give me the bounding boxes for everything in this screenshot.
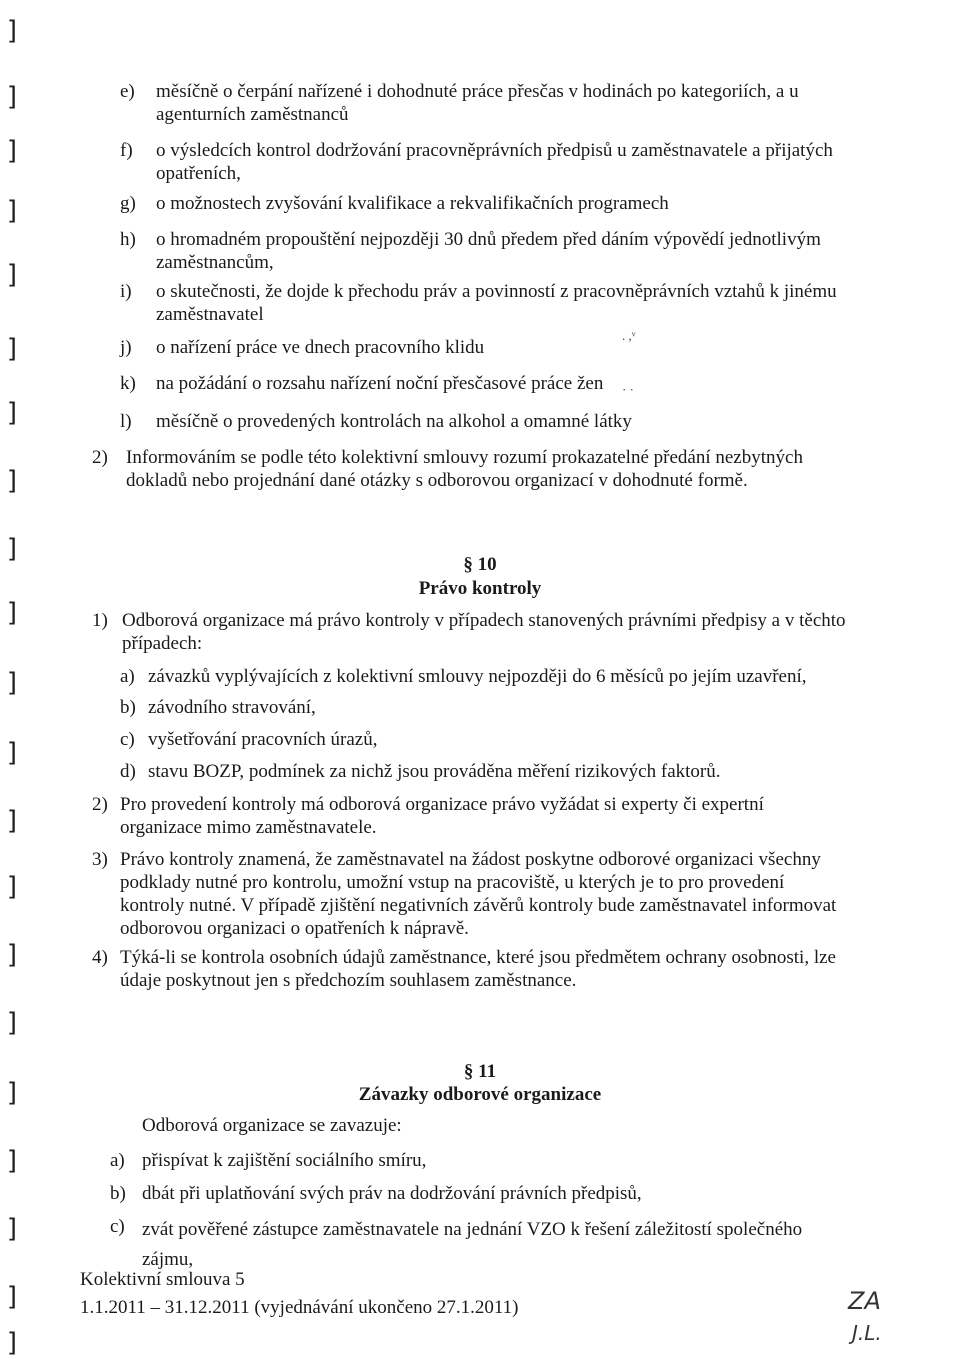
bracket-mark: ] bbox=[5, 1282, 21, 1312]
bracket-mark: ] bbox=[5, 598, 21, 628]
paragraph-number: 1) bbox=[92, 610, 108, 631]
item-text: vyšetřování pracovních úrazů, bbox=[148, 729, 378, 750]
paragraph bbox=[92, 446, 902, 492]
footer-validity: 1.1.2011 – 31.12.2011 (vyjednávání ukončeno 27.1.2011) bbox=[80, 1297, 519, 1318]
item-label: g) bbox=[120, 193, 136, 214]
list-item bbox=[110, 1149, 900, 1173]
item-label: h) bbox=[120, 229, 136, 250]
bracket-mark: ] bbox=[5, 1214, 21, 1244]
bracket-mark: ] bbox=[5, 1078, 21, 1108]
bracket-mark: ] bbox=[5, 872, 21, 902]
bracket-mark: ] bbox=[5, 668, 21, 698]
list-item bbox=[120, 336, 900, 360]
stray-mark: . ,ᵛ bbox=[622, 328, 636, 343]
item-text: o skutečnosti, že dojde k přechodu práv a povinností z pracovněprávních vztahů k jinému zaměstnavatel bbox=[156, 281, 837, 325]
bracket-mark: ] bbox=[5, 1008, 21, 1038]
signature-initials: J.L. bbox=[852, 1321, 882, 1345]
paragraph-number: 4) bbox=[92, 947, 108, 968]
item-label: e) bbox=[120, 81, 135, 102]
item-label: j) bbox=[120, 337, 132, 358]
list-item bbox=[120, 139, 900, 185]
stray-mark: · · bbox=[622, 382, 634, 397]
item-text: o možnostech zvyšování kvalifikace a rekvalifikačních programech bbox=[156, 193, 669, 214]
bracket-mark: ] bbox=[5, 1328, 21, 1358]
list-item bbox=[110, 1215, 900, 1275]
item-text: zvát pověřené zástupce zaměstnavatele na jednání VZO k řešení záležitostí společného zájmu, bbox=[142, 1219, 803, 1270]
paragraph-text: Právo kontroly znamená, že zaměstnavatel na žádost poskytne odborové organizaci všechny podklady nutné pro kontrolu, umožní vstup na pracoviště, u kterých je to pro provedení kontroly nutné. V případě zjištění negativních závěrů kontroly bude zaměstnavatel informovat odborovou organizaci o opatřeních k nápravě. bbox=[120, 849, 837, 939]
list-item bbox=[120, 228, 900, 274]
bracket-mark: ] bbox=[5, 806, 21, 836]
paragraph-text: Odborová organizace má právo kontroly v případech stanovených právními předpisy a v těchto případech: bbox=[122, 610, 846, 654]
item-label: c) bbox=[120, 729, 135, 750]
item-text: měsíčně o provedených kontrolách na alkohol a omamné látky bbox=[156, 411, 632, 432]
bracket-mark: ] bbox=[5, 136, 21, 166]
bracket-mark: ] bbox=[5, 16, 21, 46]
bracket-mark: ] bbox=[5, 196, 21, 226]
bracket-mark: ] bbox=[5, 466, 21, 496]
bracket-mark: ] bbox=[5, 940, 21, 970]
item-label: k) bbox=[120, 373, 136, 394]
paragraph-number: 2) bbox=[92, 447, 108, 468]
item-label: a) bbox=[120, 666, 135, 687]
section-number: § 11 bbox=[463, 1061, 497, 1082]
item-text: stavu BOZP, podmínek za nichž jsou prováděna měření rizikových faktorů. bbox=[148, 761, 721, 782]
signature-initials: ZA bbox=[848, 1287, 881, 1315]
item-text: o výsledcích kontrol dodržování pracovněprávních předpisů u zaměstnavatele a přijatých opatřeních, bbox=[156, 140, 833, 184]
bracket-mark: ] bbox=[5, 534, 21, 564]
list-item bbox=[120, 696, 900, 720]
list-item bbox=[120, 665, 900, 689]
paragraph bbox=[92, 793, 902, 839]
paragraph-text: Informováním se podle této kolektivní smlouvy rozumí prokazatelné předání nezbytných dokladů nebo projednání dané otázky s odborovou organizací v dohodnuté formě. bbox=[126, 447, 803, 491]
paragraph-text: Pro provedení kontroly má odborová organizace právo vyžádat si experty či expertní organizace mimo zaměstnavatele. bbox=[120, 794, 764, 838]
item-label: l) bbox=[120, 411, 132, 432]
item-text: o nařízení práce ve dnech pracovního klidu bbox=[156, 337, 485, 358]
bracket-mark: ] bbox=[5, 260, 21, 290]
item-label: b) bbox=[110, 1183, 126, 1204]
item-label: c) bbox=[110, 1216, 125, 1237]
bracket-mark: ] bbox=[5, 738, 21, 768]
bracket-mark: ] bbox=[5, 82, 21, 112]
item-text: závazků vyplývajících z kolektivní smlouvy nejpozději do 6 měsíců po jejím uzavření, bbox=[148, 666, 807, 687]
item-text: přispívat k zajištění sociálního smíru, bbox=[142, 1150, 427, 1171]
paragraph bbox=[92, 946, 902, 992]
list-item bbox=[120, 728, 900, 752]
item-label: b) bbox=[120, 697, 136, 718]
item-label: a) bbox=[110, 1150, 125, 1171]
list-item bbox=[120, 760, 900, 784]
item-label: d) bbox=[120, 761, 136, 782]
bracket-mark: ] bbox=[5, 1146, 21, 1176]
item-text: závodního stravování, bbox=[148, 697, 316, 718]
list-item bbox=[120, 372, 900, 396]
list-item bbox=[120, 80, 900, 126]
paragraph bbox=[92, 848, 902, 942]
section-number: § 10 bbox=[463, 554, 497, 575]
section-title: Právo kontroly bbox=[418, 578, 542, 599]
paragraph bbox=[92, 609, 902, 655]
item-text: na požádání o rozsahu nařízení noční přesčasové práce žen bbox=[156, 373, 604, 394]
item-text: o hromadném propouštění nejpozději 30 dnů předem před dáním výpovědí jednotlivým zaměstnancům, bbox=[156, 229, 821, 273]
paragraph-number: 2) bbox=[92, 794, 108, 815]
section-intro: Odborová organizace se zavazuje: bbox=[142, 1115, 402, 1136]
item-label: i) bbox=[120, 281, 132, 302]
paragraph-text: Týká-li se kontrola osobních údajů zaměstnance, které jsou předmětem ochrany osobnosti, lze údaje poskytnout jen s předchozím souhlasem zaměstnance. bbox=[120, 947, 836, 991]
binder-marks bbox=[0, 0, 20, 1360]
item-label: f) bbox=[120, 140, 133, 161]
list-item bbox=[120, 410, 900, 434]
section-title: Závazky odborové organizace bbox=[358, 1084, 602, 1105]
bracket-mark: ] bbox=[5, 398, 21, 428]
footer-title: Kolektivní smlouva 5 bbox=[80, 1269, 245, 1290]
item-text: měsíčně o čerpání nařízené i dohodnuté práce přesčas v hodinách po kategoriích, a u agenturních zaměstnanců bbox=[156, 81, 799, 125]
list-item bbox=[110, 1182, 900, 1206]
list-item bbox=[120, 192, 900, 216]
item-text: dbát při uplatňování svých práv na dodržování právních předpisů, bbox=[142, 1183, 642, 1204]
list-item bbox=[120, 280, 900, 326]
paragraph-number: 3) bbox=[92, 849, 108, 870]
bracket-mark: ] bbox=[5, 334, 21, 364]
